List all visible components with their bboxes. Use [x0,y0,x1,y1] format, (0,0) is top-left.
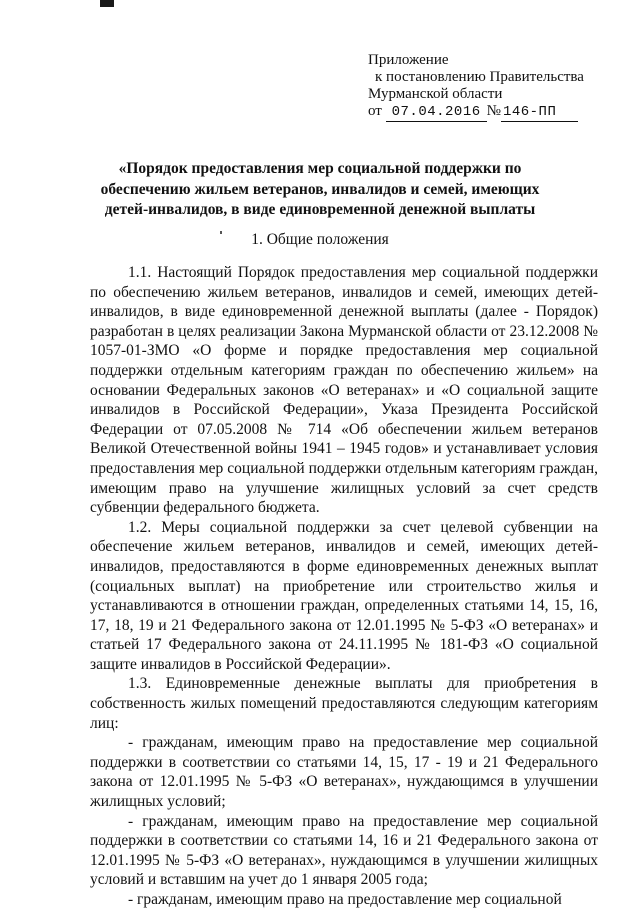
annex-header [368,52,630,122]
paragraph-1-3: 1.3. Единовременные денежные выплаты для приобретения в собственность жилых помещений предоставляются следующим категориям лиц: [90,675,598,732]
annex-number-prefix: № [486,103,501,119]
annex-date-line [368,103,630,122]
annex-region-line: Мурманской области [368,86,503,102]
annex-label: Приложение [368,52,449,68]
section-heading: 1. Общие положения [251,231,389,248]
list-item: - гражданам, имеющим право на предоставление мер социальной поддержки в соответствии со статьями 14, 16 и 21 Федерального закона от 12.01.1995 № 5-ФЗ «О ветеранах», нуждающимся в улучшении жилищных условий и вставшим на учет до 1 января 2005 года; [90,812,598,889]
paragraph-1-2: 1.2. Меры социальной поддержки за счет целевой субвенции на обеспечение жильем ветеранов, инвалидов и семей, имеющих детей-инвалидов, предоставляются в форме единовременных денежных выплат (социальных выплат) на приобретение или строительство жилья и устанавливаются в отношении граждан, определенных статьями 14, 15, 16, 17, 18, 19 и 21 Федерального закона от 12.01.1995 № 5-ФЗ «О ветеранах» и статьей 17 Федерального закона от 24.11.1995 № 181-ФЗ «О социальной защите инвалидов в Российской Федерации». [90,518,598,673]
document-title: «Порядок предоставления мер социальной поддержки по обеспечению жильем ветеранов, инвалидов и семей, имеющих детей-инвалидов, в виде единовременной денежной выплаты [100,160,540,218]
document-body [90,263,598,910]
list-item: - гражданам, имеющим право на предоставление мер социальной поддержки в соответствии со статьями 14, 15, 17 - 19 и 21 Федерального закона от 12.01.1995 № 5-ФЗ «О ветеранах», нуждающимся в улучшении жилищных условий; [90,734,598,811]
list-item: - гражданам, имеющим право на предоставление мер социальной [128,891,562,908]
paragraph-1-1: 1.1. Настоящий Порядок предоставления мер социальной поддержки по обеспечению жильем ветеранов, инвалидов и семей, имеющих детей-инвалидов, в виде единовременной денежной выплаты (далее - Порядок) разработан в целях реализации Закона Мурманской области от 23.12.2008 № 1057-01-ЗМО «О форме и порядке предоставления мер социальной поддержки отдельным категориям граждан по обеспечению жильем» на основании Федеральных законов «О ветеранах» и «О социальной защите инвалидов в Российской Федерации», Указа Президента Российской Федерации от 07.05.2008 № 714 «Об обеспечении жильем ветеранов Великой Отечественной войны 1941 – 1945 годов» и устанавливает условия предоставления мер социальной поддержки отдельным категориям граждан, имеющим право на улучшение жилищных условий за счет средств субвенции федерального бюджета. [90,264,598,517]
annex-resolution-line: к постановлению Правительства [375,69,584,85]
annex-number-value: 146-ПП [501,104,578,122]
scan-corner-mark [100,0,114,7]
annex-date-value: 07.04.2016 [386,104,487,122]
annex-date-prefix: от [368,103,382,119]
